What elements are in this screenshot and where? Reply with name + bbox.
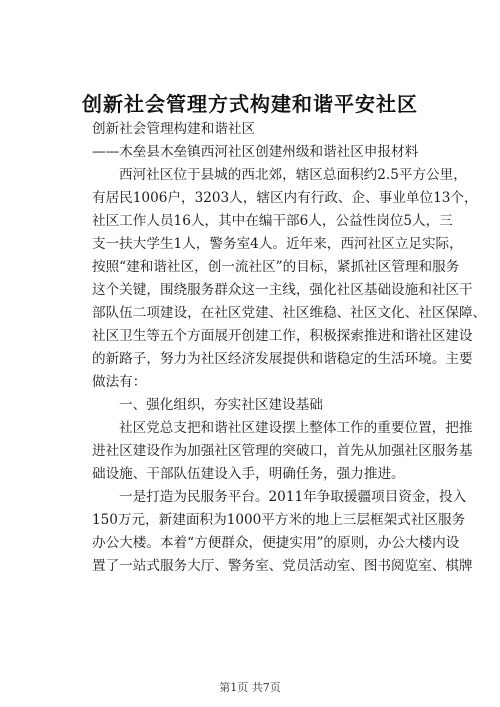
page-number-footer: 第1页 共7页 <box>219 681 281 694</box>
paragraph-line: 的新路子，努力为社区经济发展提供和谐稳定的生活环境。主要 <box>92 351 473 367</box>
paragraph-line: 进社区建设作为加强社区管理的突破口，首先从加强社区服务基 <box>92 443 473 459</box>
paragraph-line: 150万元，新建面积为1000平方米的地上三层框架式社区服务 <box>92 512 466 528</box>
paragraph-line: 有居民1006户，3203人，辖区内有行政、企、事业单位13个， <box>92 190 478 206</box>
paragraph-line: 础设施、干部队伍建设入手，明确任务，强力推进。 <box>92 466 405 482</box>
subtitle-line: 创新社会管理构建和谐社区 <box>92 121 256 137</box>
paragraph-line: 社区党总支把和谐社区建设摆上整体工作的重要位置，把推 <box>119 420 473 436</box>
paragraph-line: 做法有： <box>92 374 147 390</box>
subtitle-source-line: ——木垒县木垒镇西河社区创建州级和谐社区申报材料 <box>92 144 419 160</box>
paragraph-line: 社区卫生等五个方面展开创建工作，积极探索推进和谐社区建设 <box>92 328 473 344</box>
paragraph-line: 一是打造为民服务平台。2011年争取援疆项目资金，投入 <box>119 489 467 505</box>
paragraph-line: 置了一站式服务大厅、警务室、党员活动室、图书阅览室、棋牌 <box>92 558 473 574</box>
document-body <box>92 118 487 578</box>
paragraph-line: 按照“建和谐社区，创一流社区”的目标，紧抓社区管理和服务 <box>92 259 460 275</box>
paragraph-line: 办公大楼。本着“方便群众，便捷实用”的原则，办公大楼内设 <box>92 535 460 551</box>
paragraph-line: 支一扶大学生1人，警务室4人。近年来，西河社区立足实际， <box>92 236 463 252</box>
paragraph-line: 社区工作人员16人，其中在编干部6人，公益性岗位5人，三 <box>92 213 453 229</box>
paragraph-line: 部队伍二项建设，在社区党建、社区维稳、社区文化、社区保障、 <box>92 305 487 321</box>
section-heading: 一、强化组织，夯实社区建设基础 <box>119 397 323 413</box>
paragraph-line: 西河社区位于县城的西北郊，辖区总面积约2.5平方公里， <box>119 167 467 183</box>
paragraph-line: 这个关键，围绕服务群众这一主线，强化社区基础设施和社区干 <box>92 282 473 298</box>
document-title: 创新社会管理方式构建和谐平安社区 <box>82 92 418 116</box>
